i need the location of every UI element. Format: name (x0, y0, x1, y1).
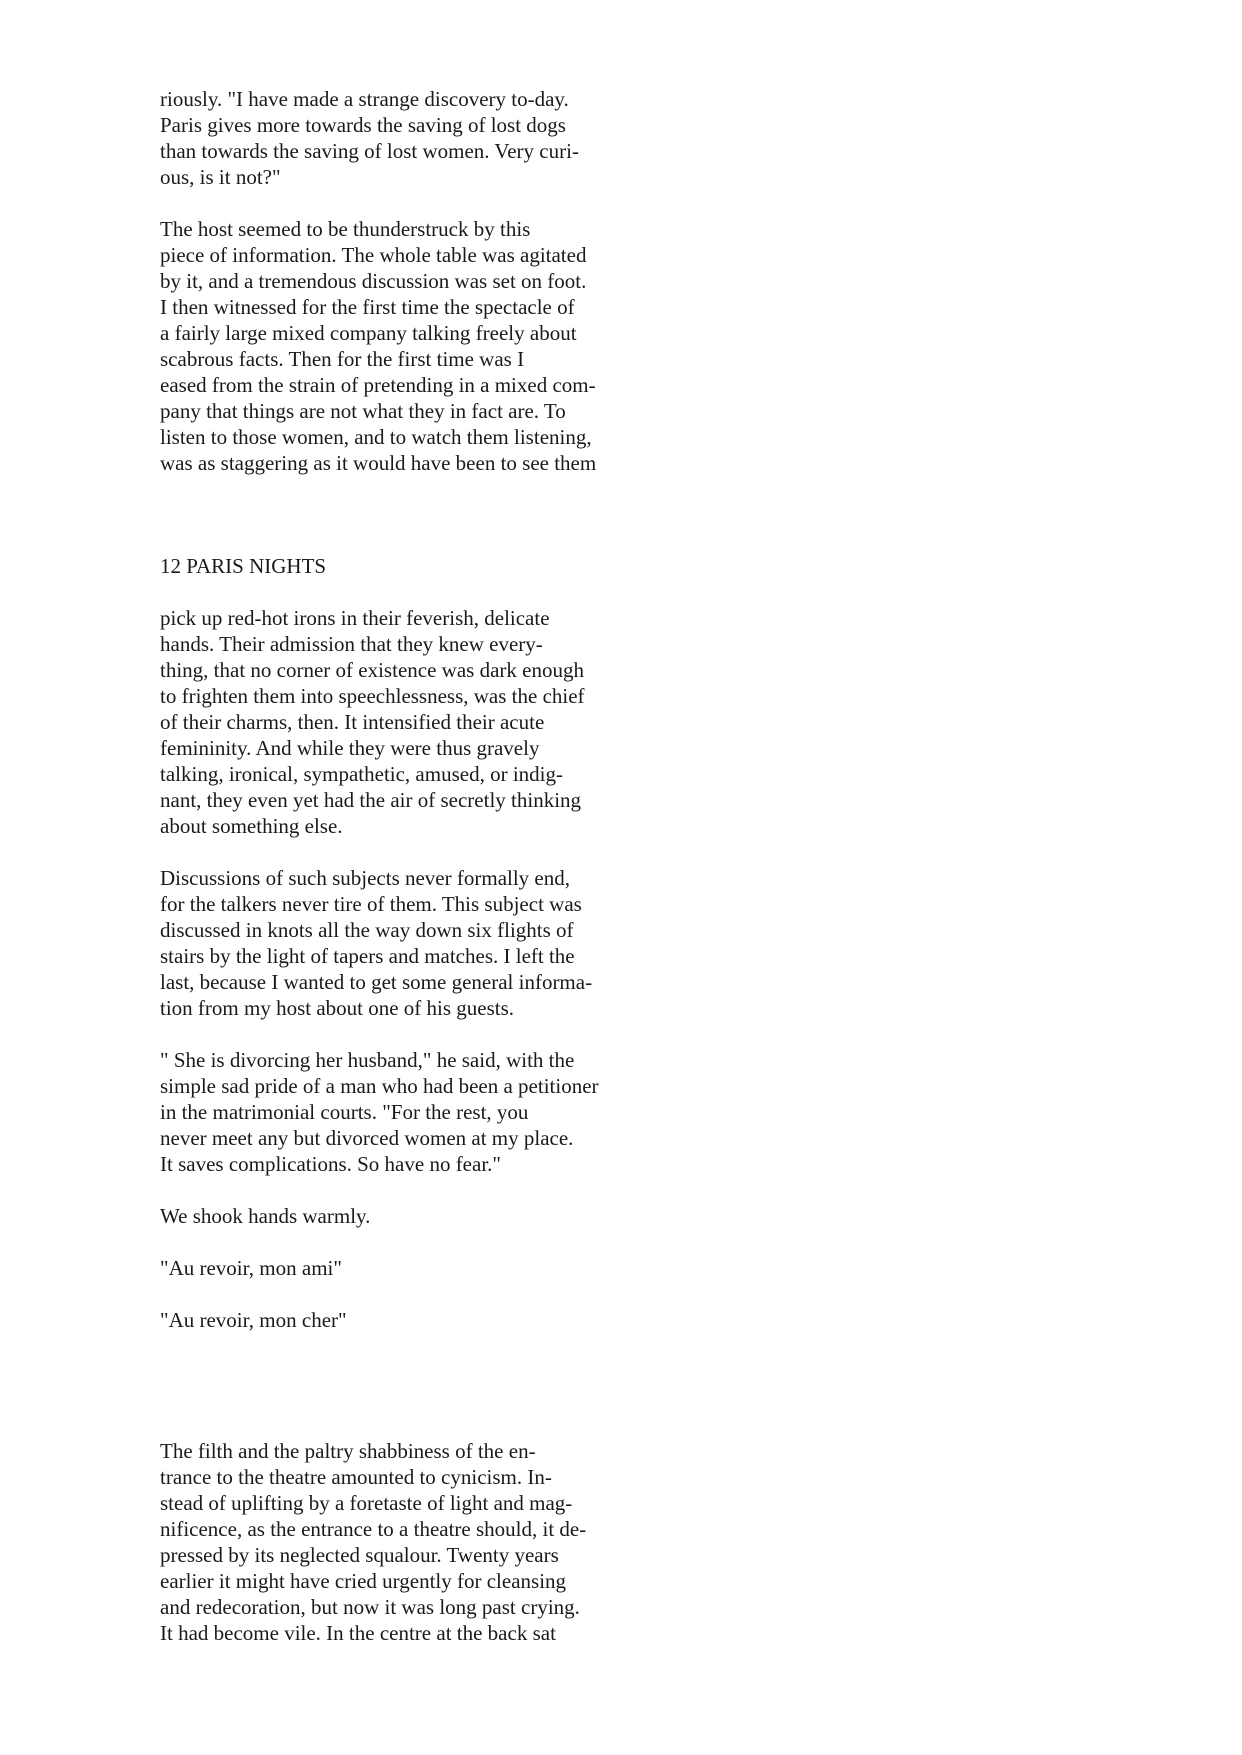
text-line: thing, that no corner of existence was dark enough (160, 658, 584, 682)
text-line: nant, they even yet had the air of secretly thinking (160, 788, 582, 812)
text-line: a fairly large mixed company talking freely about (160, 321, 577, 345)
text-line: pany that things are not what they in fact are. To (160, 399, 566, 423)
text-line: listen to those women, and to watch them listening, (160, 425, 592, 449)
running-header: 12 PARIS NIGHTS (160, 554, 327, 578)
text-line: by it, and a tremendous discussion was set on foot. (160, 269, 587, 293)
text-line: pressed by its neglected squalour. Twenty years (160, 1543, 559, 1567)
text-line: to frighten them into speechlessness, was the chief (160, 684, 585, 708)
text-line: piece of information. The whole table was agitated (160, 243, 587, 267)
text-line: ous, is it not?" (160, 165, 281, 189)
text-line: for the talkers never tire of them. This subject was (160, 892, 582, 916)
text-line: talking, ironical, sympathetic, amused, or indig- (160, 762, 563, 786)
text-line: eased from the strain of pretending in a mixed com- (160, 373, 596, 397)
text-line: stairs by the light of tapers and matches. I left the (160, 944, 575, 968)
text-line: We shook hands warmly. (160, 1204, 371, 1228)
text-line: simple sad pride of a man who had been a petitioner (160, 1074, 599, 1098)
text-line: scabrous facts. Then for the first time was I (160, 347, 525, 371)
text-line: femininity. And while they were thus gravely (160, 736, 540, 760)
text-line: It had become vile. In the centre at the back sat (160, 1621, 556, 1645)
text-line: Discussions of such subjects never formally end, (160, 866, 571, 890)
text-line: hands. Their admission that they knew every- (160, 632, 543, 656)
text-line: discussed in knots all the way down six flights of (160, 918, 574, 942)
text-line: Paris gives more towards the saving of lost dogs (160, 113, 566, 137)
text-line: nificence, as the entrance to a theatre should, it de- (160, 1517, 587, 1541)
text-line: riously. "I have made a strange discovery to-day. (160, 87, 569, 111)
text-line: "Au revoir, mon cher" (160, 1308, 347, 1332)
text-line: in the matrimonial courts. "For the rest, you (160, 1100, 529, 1124)
text-line: was as staggering as it would have been to see them (160, 451, 597, 475)
text-line: trance to the theatre amounted to cynicism. In- (160, 1465, 552, 1489)
text-line: of their charms, then. It intensified their acute (160, 710, 545, 734)
text-line: The filth and the paltry shabbiness of the en- (160, 1439, 536, 1463)
text-line: tion from my host about one of his guests. (160, 996, 515, 1020)
text-line: than towards the saving of lost women. Very curi- (160, 139, 579, 163)
text-line: It saves complications. So have no fear." (160, 1152, 501, 1176)
text-line: The host seemed to be thunderstruck by this (160, 217, 531, 241)
text-line: stead of uplifting by a foretaste of light and mag- (160, 1491, 573, 1515)
text-line: "Au revoir, mon ami" (160, 1256, 342, 1280)
text-line: earlier it might have cried urgently for cleansing (160, 1569, 567, 1593)
text-line: about something else. (160, 814, 343, 838)
text-line: pick up red-hot irons in their feverish, delicate (160, 606, 550, 630)
text-line: " She is divorcing her husband," he said, with the (160, 1048, 575, 1072)
text-line: never meet any but divorced women at my place. (160, 1126, 574, 1150)
text-line: last, because I wanted to get some general informa- (160, 970, 593, 994)
text-line: I then witnessed for the first time the spectacle of (160, 295, 575, 319)
text-line: and redecoration, but now it was long past crying. (160, 1595, 580, 1619)
